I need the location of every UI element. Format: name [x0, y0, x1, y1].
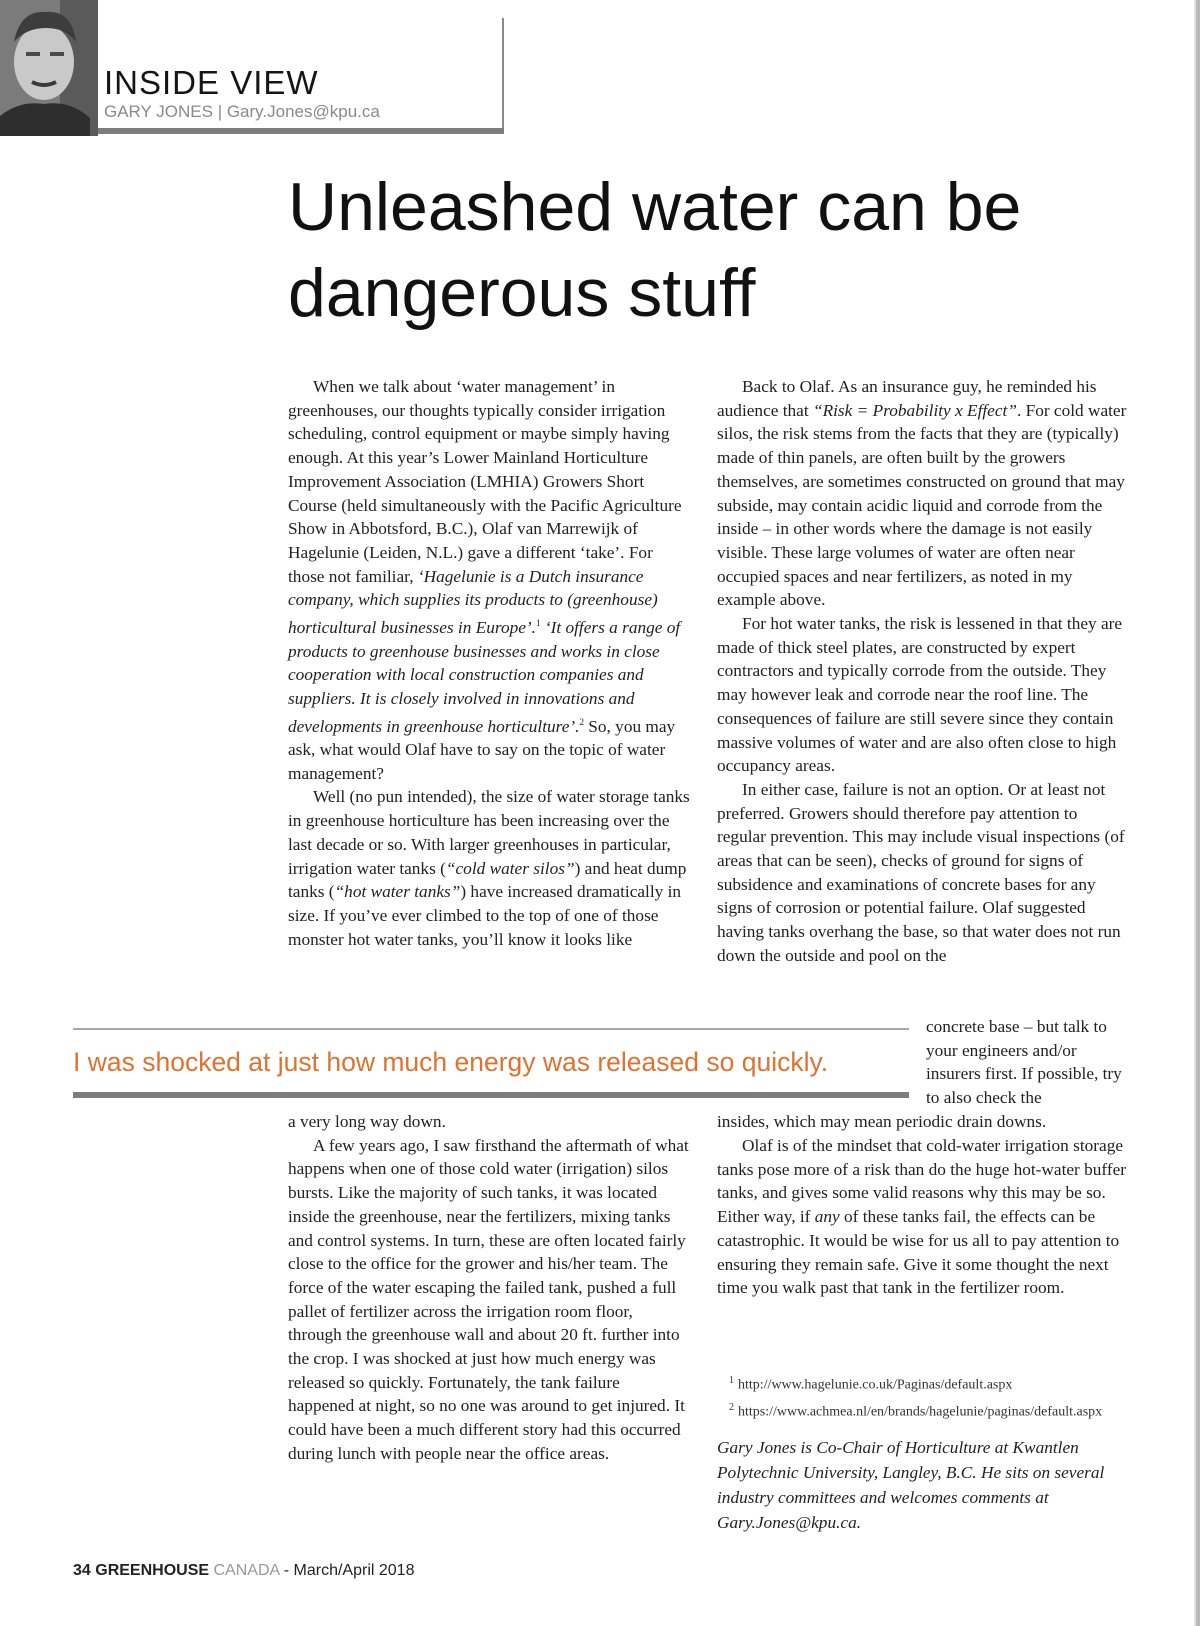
- footnote-2: [717, 1397, 1127, 1424]
- magazine-name-bold: GREENHOUSE: [95, 1562, 210, 1579]
- author-bio: Gary Jones is Co-Chair of Horticulture at Kwantlen Polytechnic University, Langley, B.C. He sits on several industry committees and welcomes comments at Gary.Jones@kpu.ca.: [717, 1438, 1105, 1532]
- header-bottom-rule: [98, 128, 504, 134]
- author-portrait-graphic: [0, 0, 98, 136]
- paragraph-aftermath: A few years ago, I saw firsthand the aftermath of what happens when one of those cold water (irrigation) silos bursts. Like the majority of such tanks, it was located inside the greenhouse, near the fertilizers, mixing tanks and control systems. In turn, these are often located fairly close to the office for the grower and his/her team. The force of the water escaping the failed tank, pushed a full pallet of fertilizer across the irrigation room floor, through the greenhouse wall and about 20 ft. further into the crop. I was shocked at just how much energy was released so quickly. Fortunately, the tank failure happened at night, so no one was around to get injured. It could have been a much different story had this occurred during lunch with people near the office areas.: [288, 1135, 689, 1463]
- paragraph-conclusion: Olaf is of the mindset that cold-water irrigation storage tanks pose more of a risk than do the huge hot-water buffer tanks, and gives some valid reasons why this may be so. Either way, if any of these tanks fail, the effects can be catastrophic. It would be wise for us all to pay attention to ensuring they remain safe. Give it some thought the next time you walk past that tank in the fertilizer room.: [717, 1136, 1127, 1298]
- right-column-wrap: [926, 1015, 1131, 1110]
- paragraph-intro: When we talk about ‘water management’ in greenhouses, our thoughts typically consider irrigation scheduling, control equipment or maybe simply having enough. At this year’s Lower Mainland Horticulture Improvement Association (LMHIA) Growers Short Course (held simultaneously with the Pacific Agriculture Show in Abbotsford, B.C.), Olaf van Marrewijk of Hagelunie (Leiden, N.L.) gave a different ‘take’. For those not familiar, ‘Hagelunie is a Dutch insurance company, which supplies its products to (greenhouse) horticultural businesses in Europe’.$^1$ ‘It offers a range of products to greenhouse businesses and works in close cooperation with local construction companies and suppliers. It is closely involved in innovations and developments in greenhouse horticulture’.$^2$ So, you may ask, what would Olaf have to say on the topic of water management?: [288, 377, 682, 783]
- paragraph-hot-tanks: For hot water tanks, the risk is lessened in that they are made of thick steel plates, are constructed by expert contractors and typically corrode from the outside. They may however leak and corrode near the roof line. The consequences of failure are still severe since they contain massive volumes of water and are also often close to high occupancy areas.: [717, 614, 1123, 776]
- paragraph-tank-size: Well (no pun intended), the size of water storage tanks in greenhouse horticulture has been increasing over the last decade or so. With larger greenhouses in particular, irrigation water tanks (“cold water silos”) and heat dump tanks (“hot water tanks”) have increased dramatically in size. If you’ve ever climbed to the top of one of those monster hot water tanks, you’ll know it looks like: [288, 787, 690, 949]
- left-column-top: [288, 375, 690, 951]
- right-column-top: [717, 375, 1127, 968]
- footnote-number: 1: [729, 1375, 734, 1386]
- page-number: 34: [73, 1562, 91, 1579]
- magazine-name-light: CANADA: [213, 1562, 280, 1579]
- header-vertical-rule: [502, 18, 504, 134]
- article-headline: Unleashed water can be dangerous stuff: [288, 169, 1022, 331]
- pull-quote-top-rule: [73, 1028, 909, 1030]
- pull-quote-bottom-rule: [73, 1092, 909, 1098]
- issue-date: - March/April 2018: [283, 1562, 415, 1579]
- footnote-1: [717, 1370, 1127, 1397]
- page-footer: [73, 1562, 414, 1580]
- paragraph-wrap-text: concrete base – but talk to your engineers and/or insurers first. If possible, try to also check the: [926, 1017, 1122, 1108]
- footnote-link[interactable]: http://www.hagelunie.co.uk/Paginas/default.aspx: [738, 1377, 1013, 1393]
- right-column-bottom: [717, 1134, 1127, 1300]
- footnotes: [717, 1370, 1127, 1423]
- author-photo: [0, 0, 98, 136]
- footnote-link[interactable]: https://www.achmea.nl/en/brands/hagelunie/paginas/default.aspx: [738, 1404, 1103, 1420]
- right-column-continuation: [717, 1110, 1127, 1134]
- author-byline: GARY JONES | Gary.Jones@kpu.ca: [104, 102, 380, 121]
- left-column-bottom: [288, 1110, 690, 1466]
- section-title: INSIDE VIEW: [104, 64, 319, 101]
- pull-quote: I was shocked at just how much energy was released so quickly.: [73, 1047, 829, 1077]
- paragraph-continuation: a very long way down.: [288, 1112, 446, 1131]
- paragraph-risk: Back to Olaf. As an insurance guy, he reminded his audience that “Risk = Probability x Effect”. For cold water silos, the risk stems from the facts that they are (typically) made of thin panels, are often built by the growers themselves, are sometimes constructed on ground that may subside, may contain acidic liquid and corrode from the inside – in other words where the damage is not easily visible. These large volumes of water are often near occupied spaces and near fertilizers, as noted in my example above.: [717, 377, 1127, 610]
- paragraph-prevention: In either case, failure is not an option. Or at least not preferred. Growers should therefore pay attention to regular prevention. This may include visual inspections (of areas that can be seen), checks of ground for signs of subsidence and examinations of concrete bases for any signs of corrosion or potential failure. Olaf suggested having tanks overhang the base, so that water does not run down the outside and pool on the: [717, 779, 1125, 965]
- footnote-number: 2: [729, 1401, 734, 1413]
- page-edge: [1196, 0, 1200, 1626]
- paragraph-drain-downs: insides, which may mean periodic drain downs.: [717, 1112, 1047, 1131]
